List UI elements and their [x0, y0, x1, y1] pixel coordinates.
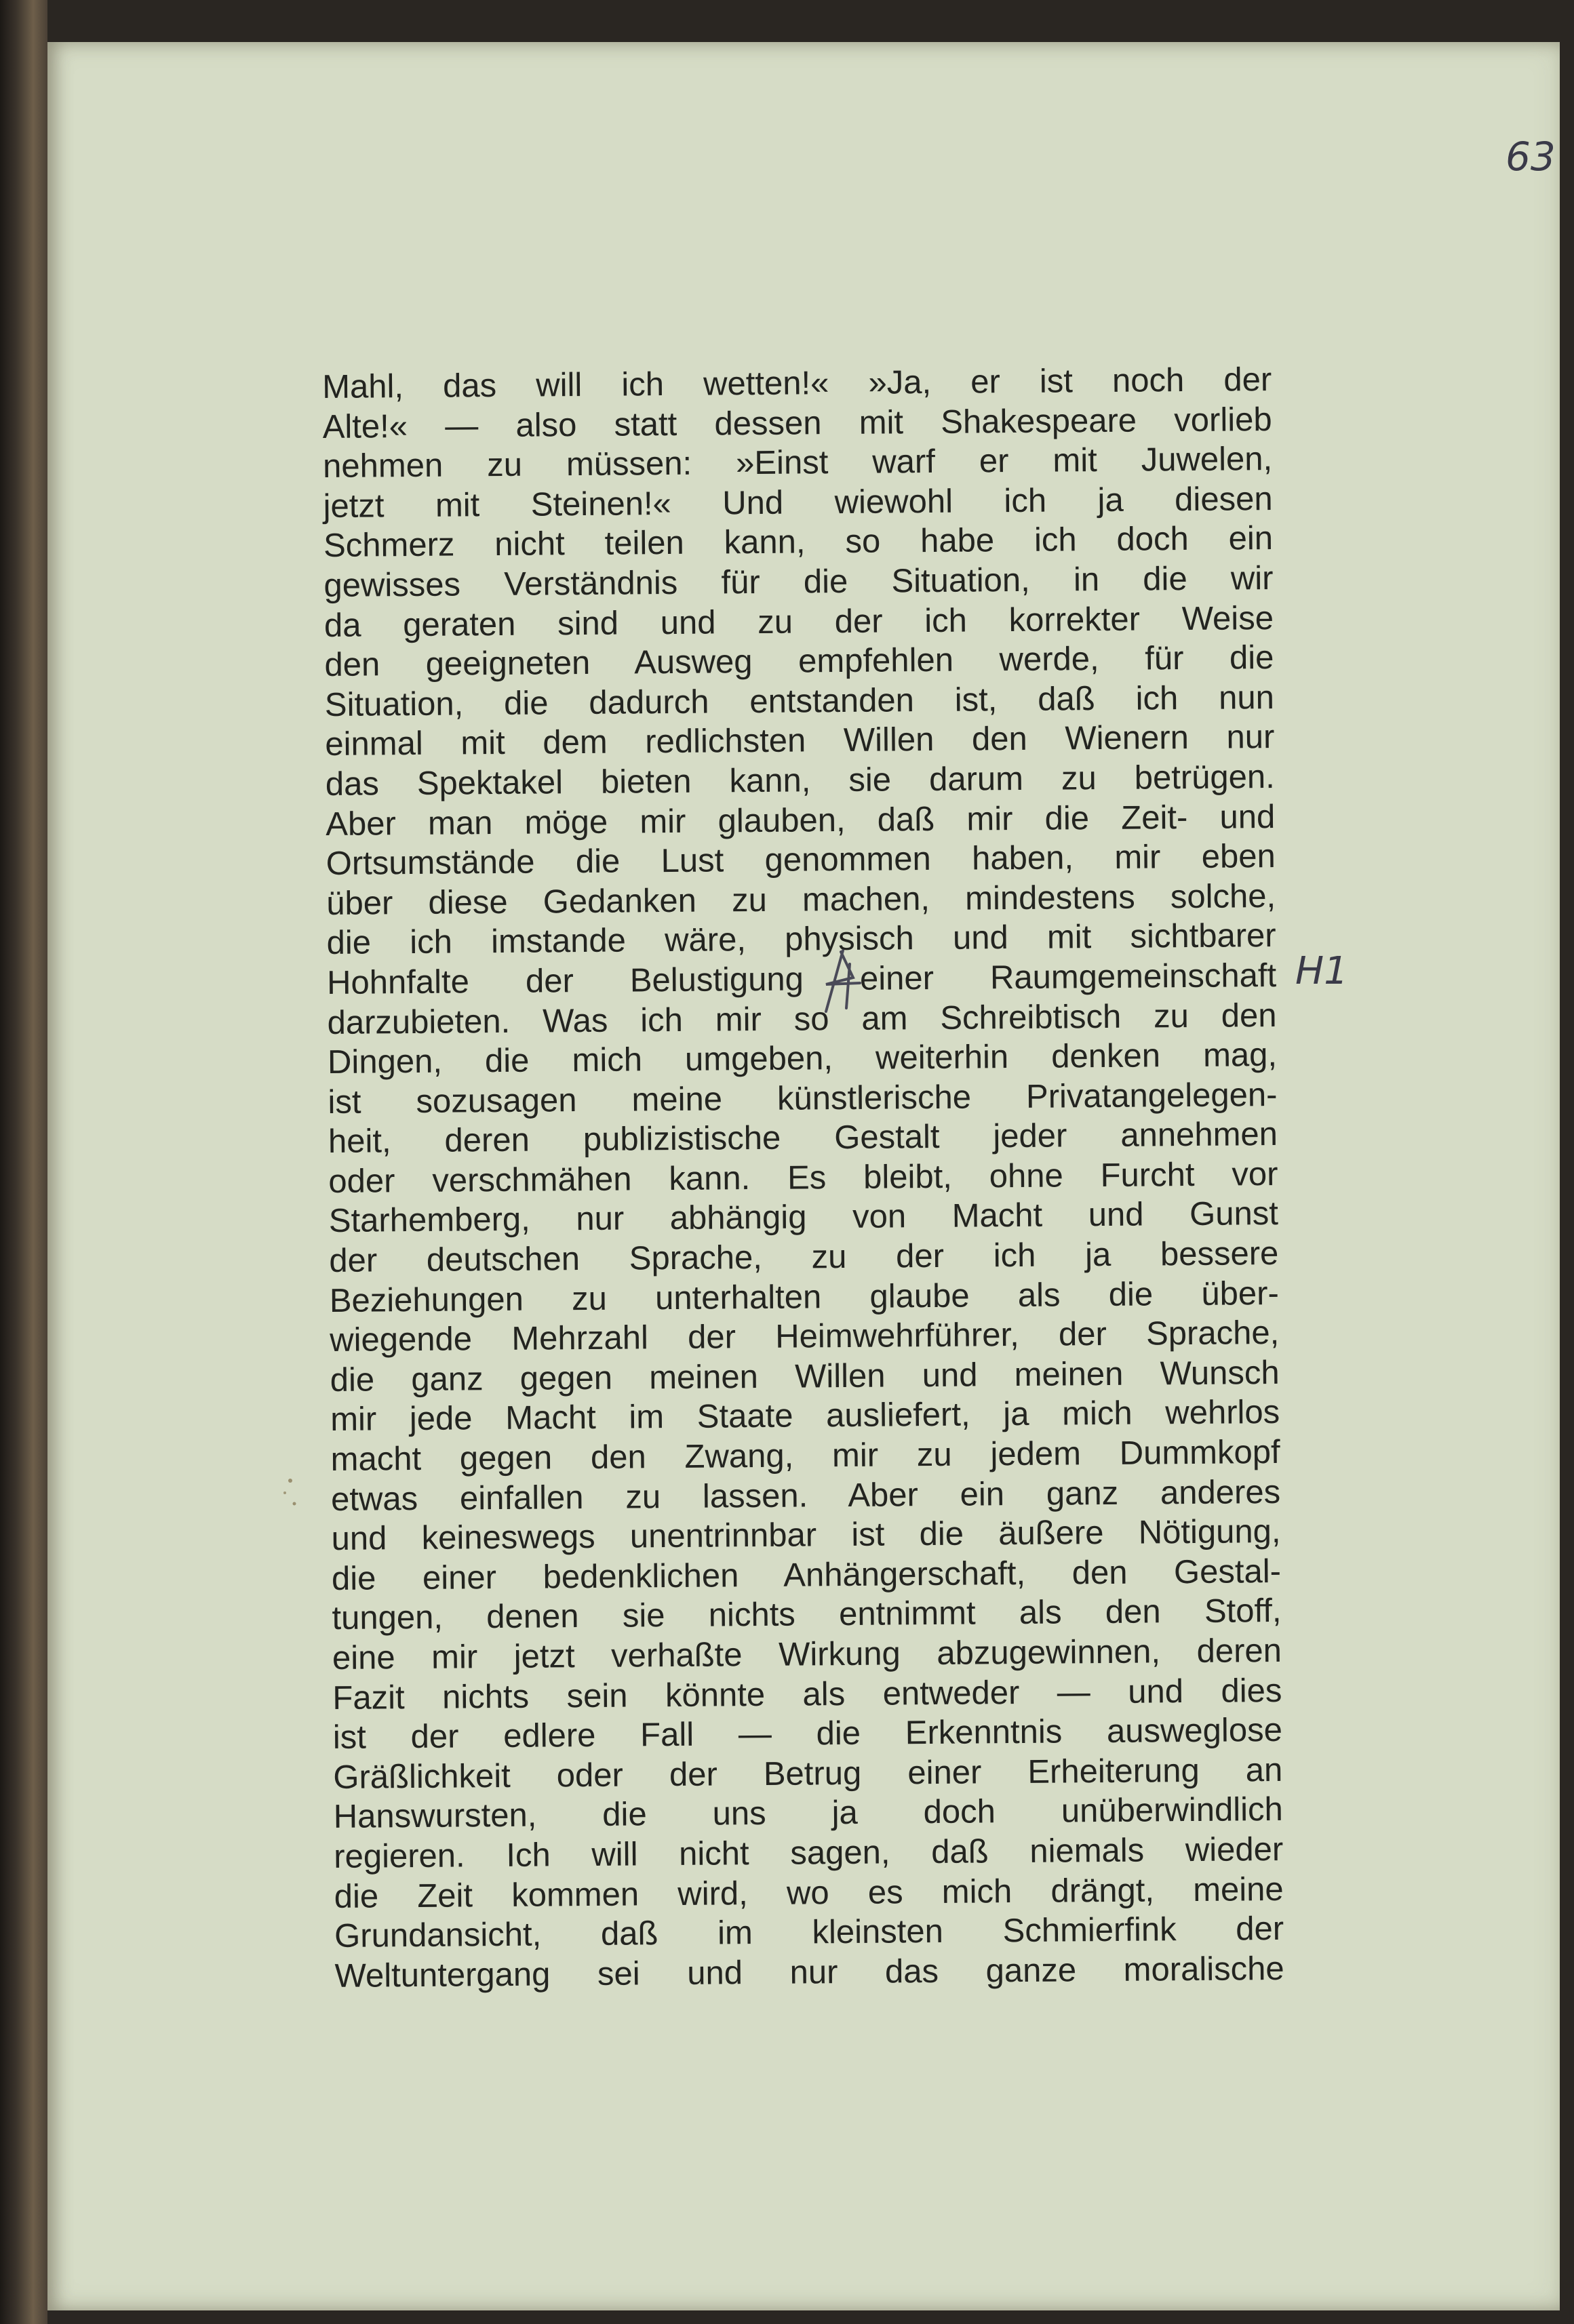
text-line: die einer bedenklichen Anhängerschaft, den Gestal- [331, 1552, 1282, 1597]
text-line: einmal mit dem redlichsten Willen den Wienern nur [325, 719, 1275, 763]
page-number: 63 [1506, 134, 1556, 180]
text-line: die ich imstande wäre, physisch und mit sichtbarer [326, 917, 1276, 962]
text-line: Ortsumstände die Lust genommen haben, mir eben [326, 838, 1276, 883]
text-line: Fazit nichts sein könnte als entweder — und dies [332, 1672, 1282, 1717]
body-text [322, 360, 1284, 1996]
text-line: und keineswegs unentrinnbar ist die äußere Nötigung, [331, 1513, 1281, 1558]
text-line: Alte!« — also statt dessen mit Shakespeare vorlieb [322, 401, 1272, 445]
text-line: Aber man möge mir glauben, daß mir die Zeit- und [326, 798, 1276, 843]
text-line: tungen, denen sie nichts entnimmt als den Stoff, [332, 1592, 1282, 1637]
text-line: nehmen zu müssen: »Einst warf er mit Juwelen, [322, 441, 1273, 485]
paper-speck-mark [278, 1472, 305, 1513]
text-line: der deutschen Sprache, zu der ich ja bessere [329, 1235, 1279, 1280]
text-line: Weltuntergang sei und nur das ganze moralische [334, 1950, 1284, 1995]
text-line: ist der edlere Fall — die Erkenntnis ausweglose [332, 1712, 1283, 1757]
text-line: Situation, die dadurch entstanden ist, daß ich nun [324, 679, 1275, 723]
text-line: die ganz gegen meinen Willen und meinen Wunsch [330, 1354, 1280, 1399]
pencil-correction-mark [812, 944, 873, 1018]
text-line: Beziehungen zu unterhalten glaube als die über- [329, 1275, 1279, 1319]
text-line: Hanswursten, die uns ja doch unüberwindlich [333, 1791, 1283, 1836]
text-line: jetzt mit Steinen!« Und wiewohl ich ja diesen [323, 480, 1273, 525]
text-line: etwas einfallen zu lassen. Aber ein ganz anderes [330, 1473, 1281, 1518]
book-spine-edge [0, 0, 47, 2324]
text-line: darzubieten. Was ich mir so am Schreibtisch zu den [327, 997, 1277, 1041]
text-line: das Spektakel bieten kann, sie darum zu betrügen. [325, 758, 1275, 803]
text-line: Starhemberg, nur abhängig von Macht und Gunst [328, 1195, 1279, 1240]
text-line: mir jede Macht im Staate ausliefert, ja mich wehrlos [330, 1394, 1280, 1439]
text-line: da geraten sind und zu der ich korrekter Weise [323, 599, 1274, 644]
text-line: Grundansicht, daß im kleinsten Schmierfink der [334, 1910, 1284, 1955]
text-line: über diese Gedanken zu machen, mindestens solche, [326, 877, 1276, 922]
text-line: Gräßlichkeit oder der Betrug einer Erheiterung an [333, 1751, 1283, 1796]
text-line: oder verschmähen kann. Es bleibt, ohne Furcht vor [328, 1155, 1278, 1200]
text-line: den geeigneten Ausweg empfehlen werde, für die [324, 639, 1274, 684]
text-line: eine mir jetzt verhaßte Wirkung abzugewinnen, deren [332, 1632, 1282, 1677]
margin-note: H1 [1295, 949, 1348, 993]
text-line: regieren. Ich will nicht sagen, daß niemals wieder [334, 1830, 1284, 1875]
text-line: macht gegen den Zwang, mir zu jedem Dummkopf [330, 1433, 1280, 1478]
text-line: Hohnfalte der Belustigung einer Raumgemeinschaft [326, 957, 1277, 1001]
text-line: Schmerz nicht teilen kann, so habe ich doch ein [323, 520, 1274, 565]
text-line: Dingen, die mich umgeben, weiterhin denken mag, [327, 1037, 1278, 1081]
text-line: gewisses Verständnis für die Situation, in die wir [323, 559, 1274, 604]
text-line: ist sozusagen meine künstlerische Privatangelegen- [328, 1076, 1278, 1121]
book-page [47, 42, 1560, 2310]
text-line: Mahl, das will ich wetten!« »Ja, er ist noch der [322, 361, 1272, 405]
text-line: wiegende Mehrzahl der Heimwehrführer, der Sprache, [330, 1315, 1280, 1359]
text-line: heit, deren publizistische Gestalt jeder annehmen [328, 1116, 1278, 1161]
text-line: die Zeit kommen wird, wo es mich drängt, meine [334, 1870, 1284, 1915]
